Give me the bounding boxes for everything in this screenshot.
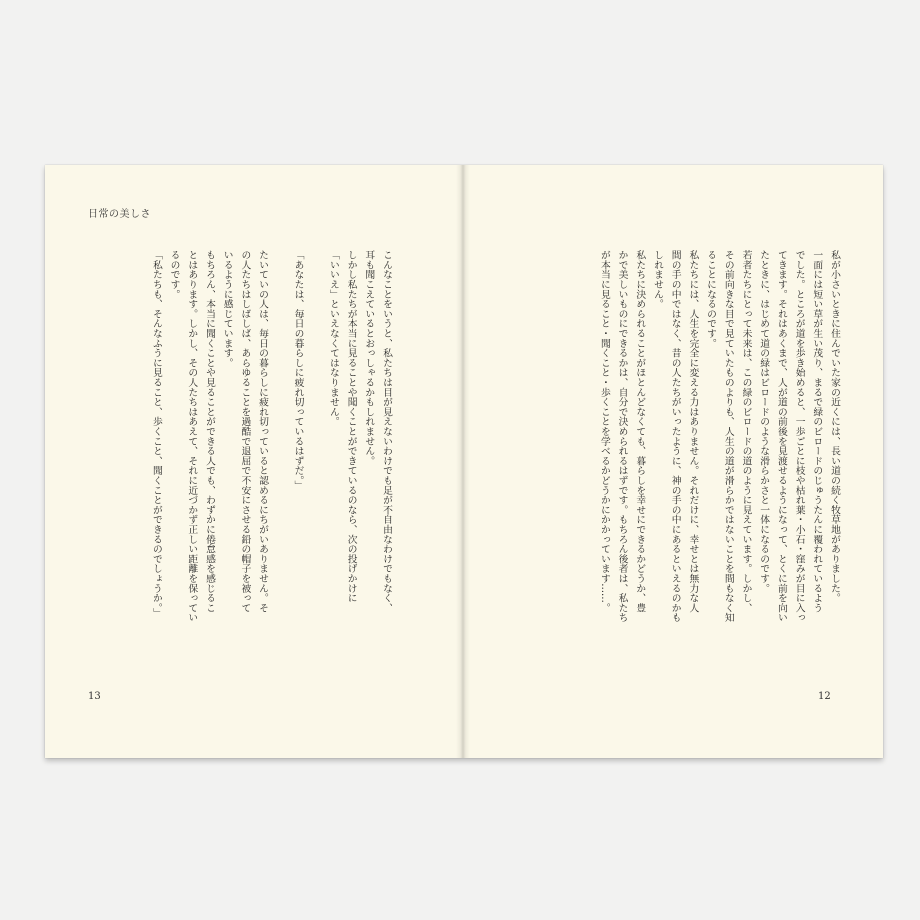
text-line: その前向きな目で見ていたものよりも、人生の道が滑らかではないことを間もなく知	[722, 250, 734, 623]
text-line: 「あなたは、毎日の暮らしに疲れ切っているはずだ。」	[292, 250, 304, 491]
right-page	[463, 165, 883, 758]
text-line: 私たちには、人生を完全に変える力はありません。それだけに、幸せとは無力な人	[687, 250, 699, 613]
text-line: 「私たちも、そんなふうに見ること、歩くこと、聞くことができるのでしょうか。」	[150, 250, 162, 618]
text-line: もちろん、本当に聞くことや見ることができる人でも、わずかに倦怠感を感じるこ	[203, 250, 215, 613]
text-line: 若者たちにとって未来は、この緑のビロードの道のように見えています。しかし、	[740, 250, 752, 613]
text-line: ることになるのです。	[705, 250, 717, 348]
text-line: かで美しいものにできるかは、自分で決められるはずです。もちろん後者は、私たち	[616, 250, 628, 623]
left-page	[45, 165, 463, 758]
text-line: たときに、はじめて道の緑はビロードのような滑らかさと一体になるのです。	[758, 250, 770, 593]
text-line: 私たちに決められることがほとんどなくても、暮らしを幸せにできるかどうか、豊	[634, 250, 646, 613]
page-number-right: 12	[818, 691, 831, 702]
text-line: とはあります。しかし、その人たちはあえて、それに近づかず正しい距離を保ってい	[186, 250, 198, 623]
right-page-body-text	[595, 250, 843, 670]
text-line: いるように感じています。	[221, 250, 233, 368]
page-number-left: 13	[88, 691, 101, 702]
text-line: 私が小さいときに住んでいた家の近くには、長い道の続く牧草地がありました。	[829, 250, 840, 603]
text-line: しかし私たちが本当に見ることや聞くことができているのなら、次の投げかけに	[345, 250, 357, 603]
text-line: たいていの人は、毎日の暮らしに疲れ切っていると認めるにちがいありません。そ	[257, 250, 269, 613]
text-line: の人たちはしばしば、あらゆることを過酷で退屈で不安にさせる鉛の帽子を被って	[239, 250, 251, 613]
open-book-spread	[45, 165, 883, 758]
text-line: こんなことをいうと、私たちは目が見えないわけでも足が不自由なわけでもなく、	[381, 250, 392, 613]
text-line: でした。ところが道を歩き始めると、一歩ごとに枝や枯れ葉・小石・窪みが目に入っ	[793, 250, 805, 623]
text-line: しれません。	[651, 250, 663, 309]
text-line: 間の手の中ではなく、昔の人たちがいったように、神の手の中にあるといえるのかも	[669, 250, 681, 623]
text-line: るのです。	[168, 250, 180, 299]
running-head: 日常の美しさ	[88, 209, 151, 220]
left-page-body-text	[147, 250, 395, 670]
text-line: 一面には短い草が生い茂り、まるで緑のビロードのじゅうたんに覆われているよう	[811, 250, 823, 613]
text-line: 「いいえ」といえなくてはなりません。	[327, 250, 339, 427]
text-line: が本当に見ること・聞くこと・歩くことを学べるかどうかにかかっています……。	[598, 250, 610, 613]
text-line: てきます。それはあくまで、人が道の前後を見渡せるようになって、とくに前を向い	[775, 250, 787, 623]
text-line: 耳も聞こえているとおっしゃるかもしれません。	[363, 250, 375, 466]
